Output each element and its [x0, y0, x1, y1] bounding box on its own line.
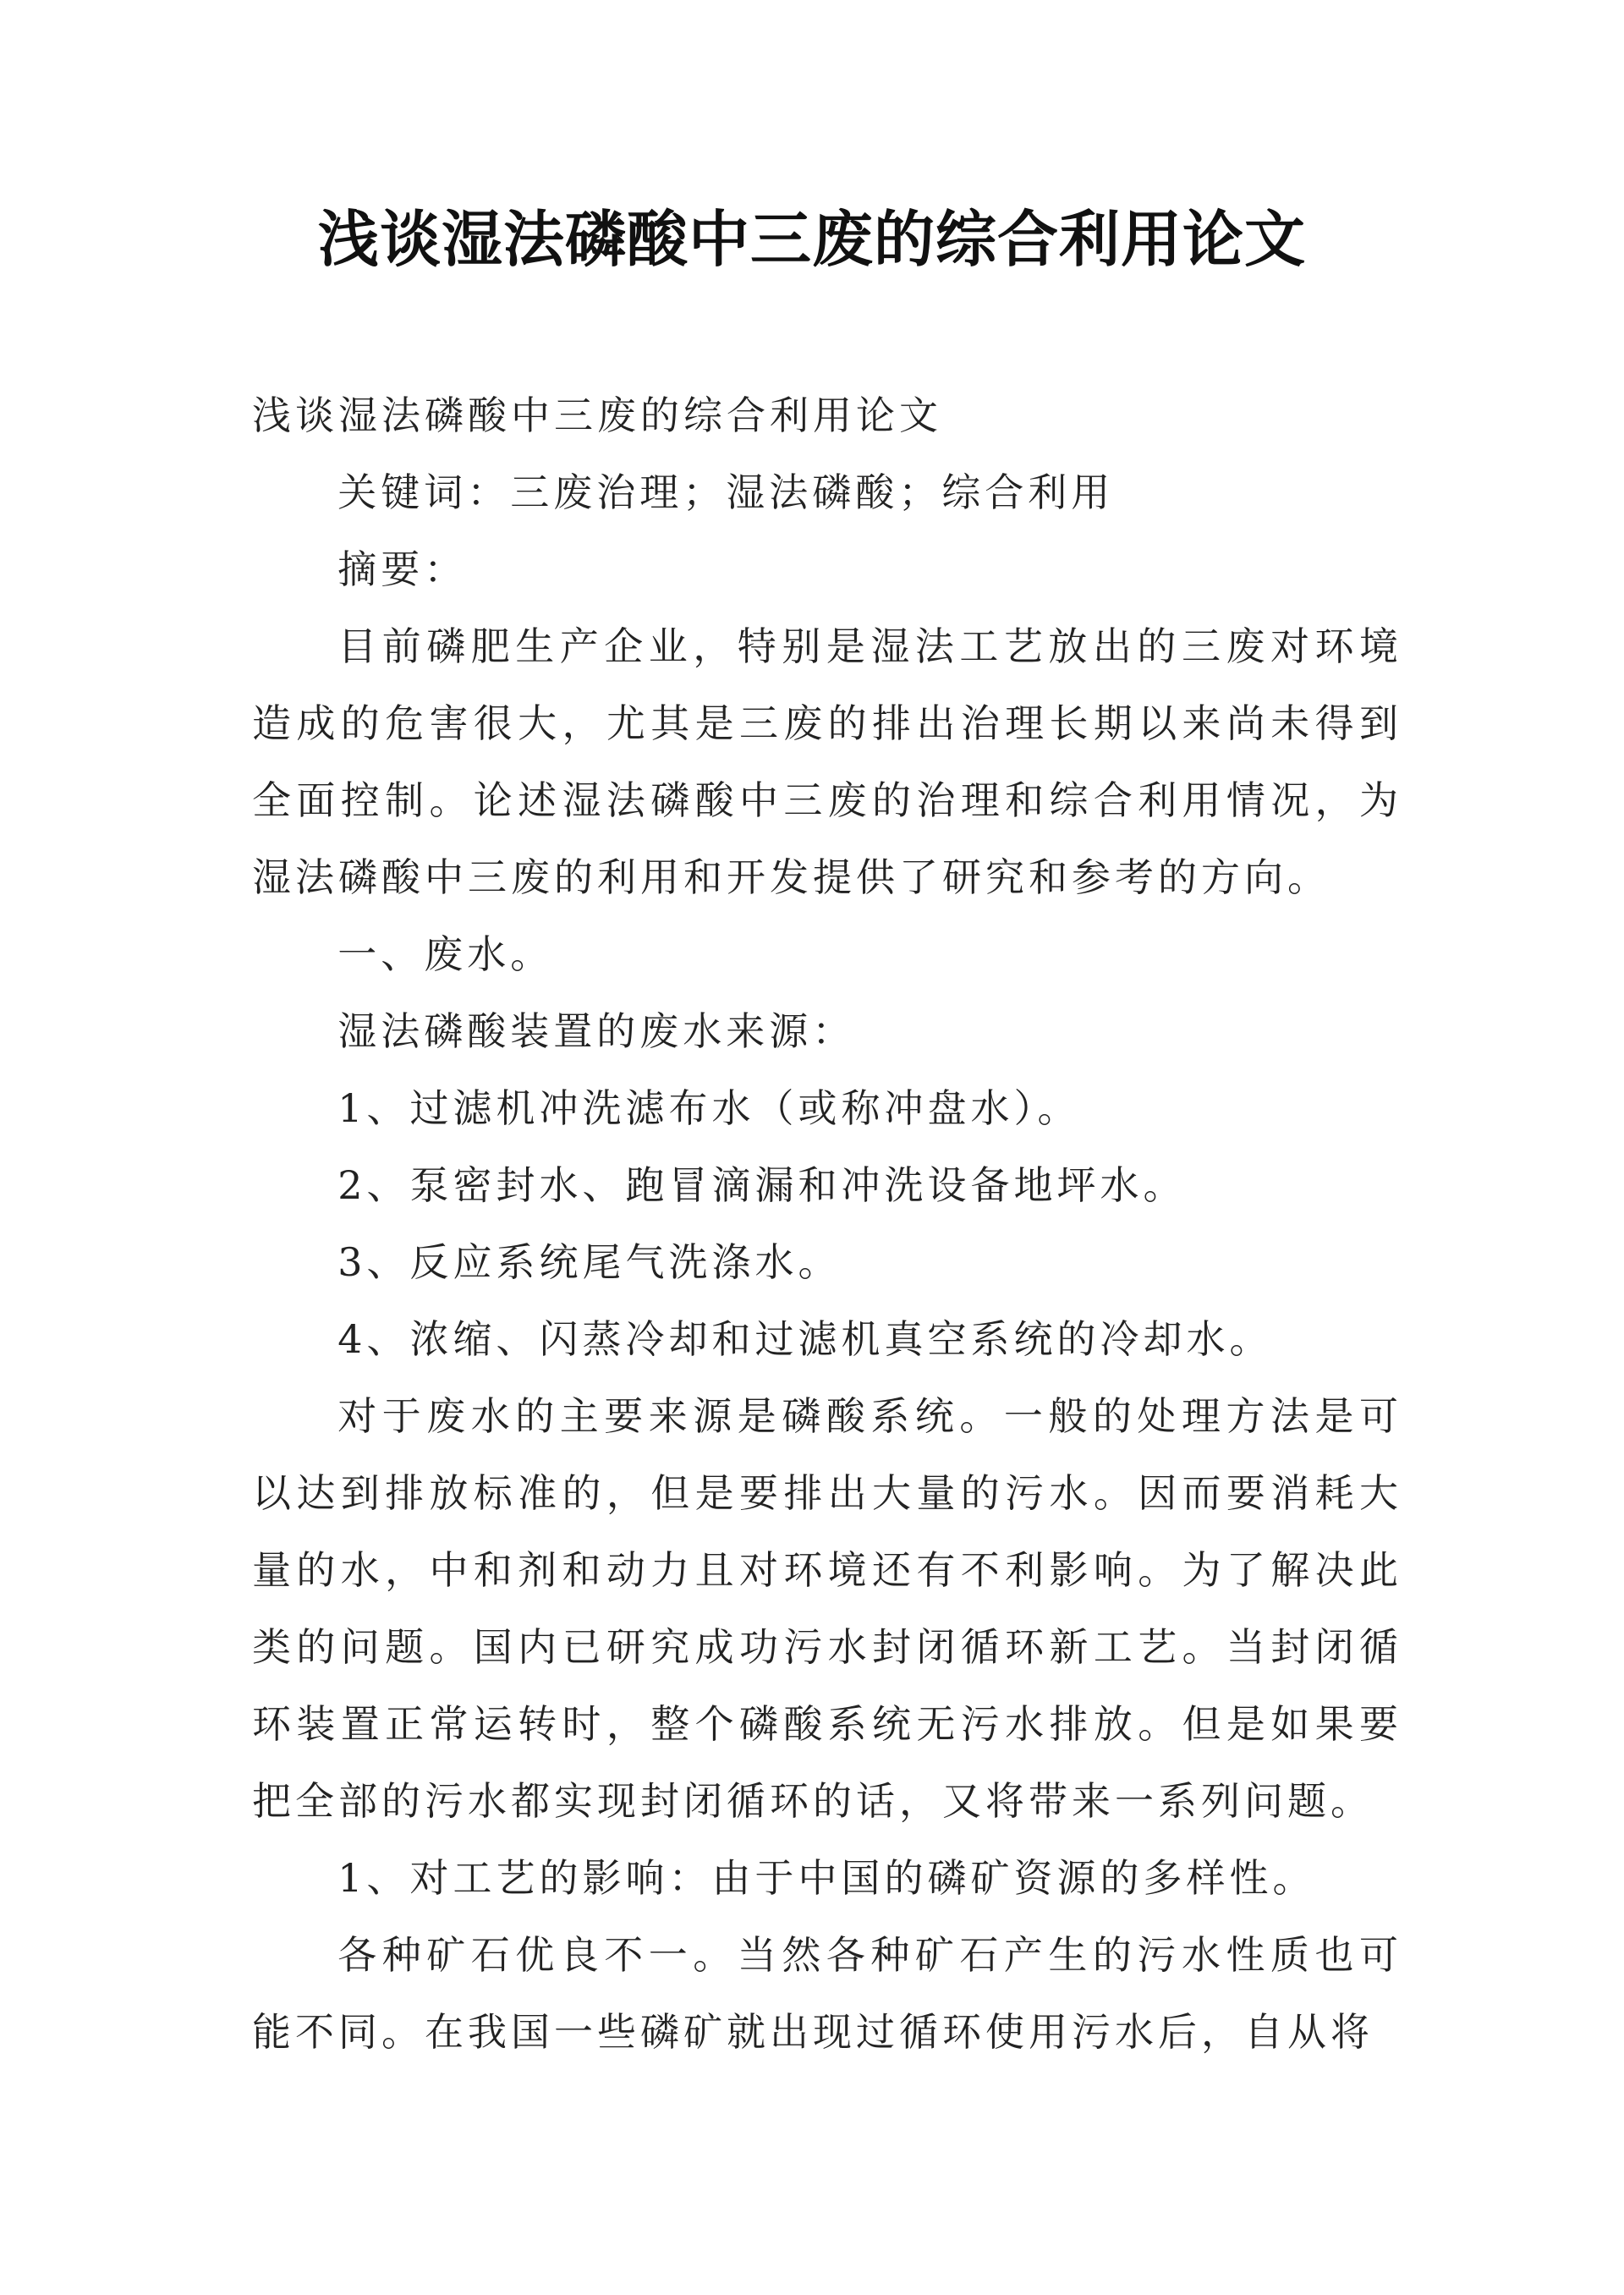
list-item: 3、反应系统尾气洗涤水。	[337, 1239, 842, 1285]
abstract-paragraph: 目前磷肥生产企业，特别是湿法工艺放出的三废对环境造成的危害很大，尤其是三废的排出治理长期以来尚未得到全面控制。论述湿法磷酸中三废的治理和综合利用情况，为湿法磷酸中三废的利用和开发提供了研究和参考的方向。	[252, 623, 1402, 900]
list-item: 4、浓缩、闪蒸冷却和过滤机真空系统的冷却水。	[337, 1316, 1273, 1362]
section-heading-wastewater: 一、废水。	[337, 931, 554, 977]
abstract-heading: 摘要：	[337, 546, 468, 592]
wastewater-sources-intro: 湿法磷酸装置的废水来源：	[337, 1008, 856, 1054]
document-subtitle: 浅谈湿法磷酸中三废的综合利用论文	[252, 393, 942, 438]
document-title: 浅谈湿法磷酸中三废的综合利用论文	[317, 204, 1306, 275]
list-item: 1、过滤机冲洗滤布水（或称冲盘水）。	[337, 1085, 1081, 1131]
ores-paragraph: 各种矿石优良不一。当然各种矿石产生的污水性质也可能不同。在我国一些磷矿就出现过循环使用污水后，自从将	[252, 1932, 1402, 2055]
list-item: 2、泵密封水、跑冒滴漏和冲洗设备地坪水。	[337, 1162, 1187, 1208]
main-source-paragraph: 对于废水的主要来源是磷酸系统。一般的处理方法是可以达到排放标准的，但是要排出大量的污水。因而要消耗大量的水，中和剂和动力且对环境还有不利影响。为了解决此类的问题。国内已研究成功污水封闭循环新工艺。当封闭循环装置正常运转时，整个磷酸系统无污水排放。但是如果要把全部的污水都实现封闭循环的话，又将带来一系列问题。	[252, 1393, 1402, 1824]
document-body	[252, 377, 1402, 2071]
effect-on-process-line: 1、对工艺的影响：由于中国的磷矿资源的多样性。	[337, 1855, 1316, 1901]
keywords-line: 关键词：三废治理；湿法磷酸；综合利用	[337, 469, 1115, 515]
